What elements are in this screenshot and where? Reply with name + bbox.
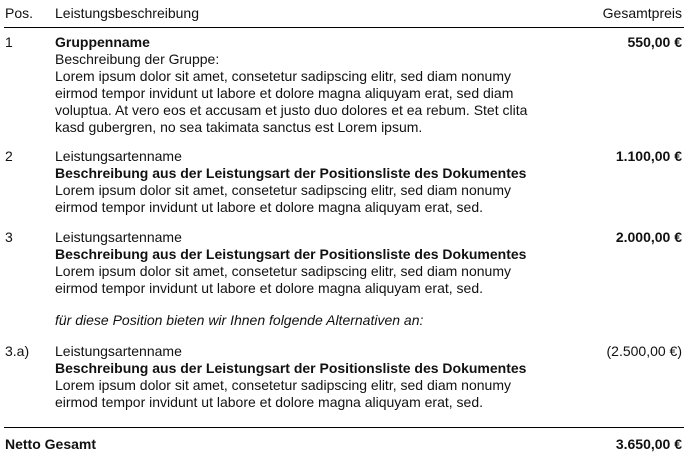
position-name: Leistungsartenname [55, 343, 182, 359]
header-pos: Pos. [5, 5, 34, 21]
total-divider [4, 427, 684, 428]
position-number: 3 [5, 229, 13, 245]
position-subtitle: Beschreibung aus der Leistungsart der Positionsliste des Dokumentes [55, 165, 527, 181]
position-number: 3.a) [5, 343, 30, 359]
position-price: 550,00 € [627, 34, 682, 50]
table-header [0, 5, 688, 25]
position-description [55, 148, 575, 216]
position-description [55, 229, 575, 297]
position-subtitle: Beschreibung der Gruppe: [55, 51, 220, 67]
position-text-line: voluptua. At vero eos et accusam et justo duo dolores et ea rebum. Stet clita [55, 102, 528, 118]
position-number: 1 [5, 34, 13, 50]
position-name: Leistungsartenname [55, 148, 182, 164]
position-text-line: eirmod tempor invidunt ut labore et dolore magna aliquyam erat, sed diam [55, 85, 514, 101]
header-total-price: Gesamtpreis [602, 5, 682, 21]
position-name: Leistungsartenname [55, 229, 182, 245]
position-text-line: Lorem ipsum dolor sit amet, consetetur sadipscing elitr, sed diam nonumy [55, 68, 511, 84]
position-text-line: Lorem ipsum dolor sit amet, consetetur sadipscing elitr, sed diam nonumy [55, 263, 511, 279]
position-subtitle: Beschreibung aus der Leistungsart der Positionsliste des Dokumentes [55, 246, 527, 262]
net-total-label: Netto Gesamt [5, 436, 97, 452]
position-text-line: kasd gubergren, no sea takimata sanctus est Lorem ipsum. [55, 119, 423, 135]
position-subtitle: Beschreibung aus der Leistungsart der Positionsliste des Dokumentes [55, 360, 527, 376]
position-name: Gruppenname [55, 34, 150, 50]
net-total-value: 3.650,00 € [615, 436, 682, 452]
position-price: 1.100,00 € [615, 148, 682, 164]
position-price: 2.000,00 € [615, 229, 682, 245]
position-description [55, 34, 575, 136]
position-text-line: eirmod tempor invidunt ut labore et dolore magna aliquyam erat, sed. [55, 394, 484, 410]
position-text-line: eirmod tempor invidunt ut labore et dolore magna aliquyam erat, sed. [55, 280, 484, 296]
position-price: (2.500,00 €) [606, 343, 682, 359]
header-divider [4, 27, 684, 28]
position-text-line: Lorem ipsum dolor sit amet, consetetur sadipscing elitr, sed diam nonumy [55, 182, 511, 198]
position-text-line: eirmod tempor invidunt ut labore et dolore magna aliquyam erat, sed. [55, 199, 484, 215]
header-description: Leistungsbeschreibung [55, 5, 199, 21]
position-text-line: Lorem ipsum dolor sit amet, consetetur sadipscing elitr, sed diam nonumy [55, 377, 511, 393]
alternatives-note: für diese Position bieten wir Ihnen folgende Alternativen an: [55, 312, 424, 328]
position-description [55, 343, 575, 411]
position-number: 2 [5, 148, 13, 164]
